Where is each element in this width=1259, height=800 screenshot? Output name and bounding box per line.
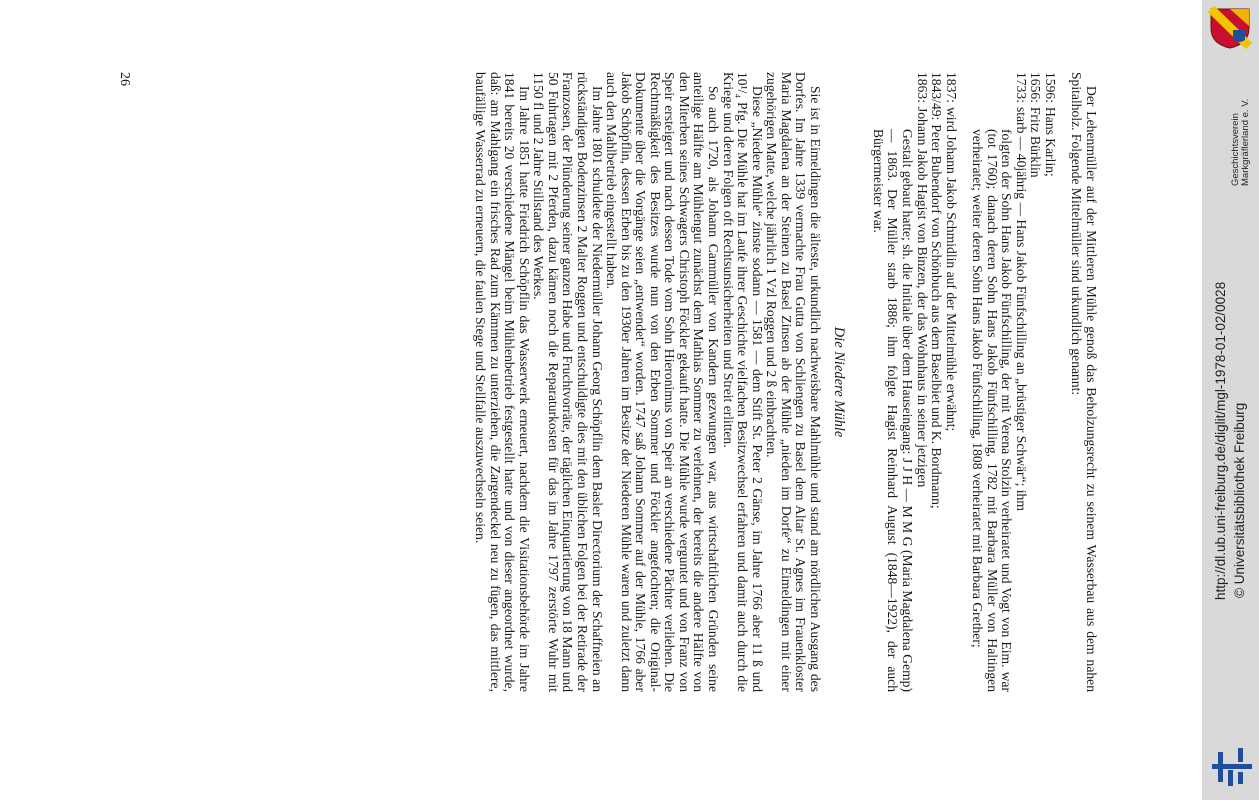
mill-owner-list-b — [870, 72, 957, 692]
mill-owner-list-a — [970, 72, 1057, 692]
list-item-year: 1843/49: — [929, 72, 945, 121]
list-item-continuation: Gestalt gebaut hatte; sh. die Initiale über dem Hauseingang: J J H — M M G (Maria Magdalena Gemp) — 1863. Der Müller starb 1886; ihm folgte Hagist Reinhard August (1848—1922), der auch Bürgermeister war. — [870, 128, 915, 692]
society-name-line2: Markgräflerland e. V. — [1240, 98, 1251, 186]
list-item-text — [1028, 107, 1043, 692]
list-item-text — [1042, 107, 1057, 692]
list-item — [1042, 72, 1057, 692]
list-item-year: 1656: — [1028, 72, 1044, 103]
body-paragraph: Sie ist in Eimeldingen die älteste, urkundlich nachweisbare Mahlmühle und stand am nördlichen Ausgang des Dorfes. Im Jahre 1339 vermachte Frau Gutta von Schliengen zu Basel dem Altar St. Agnes im Frauenkloster Maria Magdalena an der Steinen zu Basel Zinsen ab der Mühle „nieden im Dorfe“ zu Eimeldingen mit einer zugehörigen Matte, welche jährlich 1 Vzl Roggen und 2 ß einbrachten. — [764, 72, 823, 692]
list-item — [1028, 72, 1043, 692]
coat-of-arms-icon — [1207, 6, 1253, 50]
list-item-continuation: folgten der Sohn Hans Jakob Fünfschilling, der mit Verena Stolzin verheiratet und Vogt von Eim. war (tot 1760); danach deren Sohn Hans Jakob Fünfschilling, 1782 mit Barbara Müller von Haltingen verheiratet; weiter deren Sohn Hans Jakob Fünfschilling, 1808 verheiratet mit Barbara Grether; — [970, 128, 1015, 692]
list-item — [943, 72, 958, 692]
list-item-first-line: Peter Bubendorf von Schönbuch aus dem Baselbiet und K. Bordmann; — [929, 124, 945, 509]
list-item-year: 1733: — [1013, 72, 1029, 103]
list-item-text — [943, 107, 958, 692]
list-item-first-line: starb — 40jährig — Hans Jakob Fünfschilling an „brüstiger Schwär“; ihm — [1013, 106, 1029, 511]
list-item — [929, 72, 944, 692]
list-item-first-line: Johann Jakob Hagist von Binzen, der das Wohnhaus in seiner jetzigen — [914, 106, 930, 488]
list-item-text — [870, 107, 928, 692]
body-paragraph: Im Jahre 1801 schuldete der Niedermüller Johann Georg Schöpflin dem Basler Directorium der Schaffneien an rückständigen Bodenzinsen 2 Malter Roggen und entschuldigte dies mit den üblichen Folgen bei der Retirade der Franzosen, der Plünderung seiner ganzen Habe und Fruchtvorräte, der täglichen Einquartierung von 18 Mann und 50 Fuhrtagen mit 2 Pferden, dazu kämen noch die Reparaturkosten für das im Jahre 1797 zerstörte Wuhr mit 1150 fl und 2 Jahre Stillstand des Werkes. — [531, 72, 605, 692]
list-item-year: 1596: — [1042, 72, 1058, 103]
body-paragraph: Diese „Niedere Mühle“ zinste sodann — 1581 — dem Stift St. Peter 2 Gänse, im Jahre 1766 aber 11 ß und 10¹/₄ Pfg. Die Mühle hat im Laufe ihrer Geschichte vielfachen Besitzwechsel erfahren und damit auch durch die Kriege und deren Folgen oft Rechtsunsicherheiten und Streit erlitten. — [720, 72, 765, 692]
list-item-first-line: Hans Karlin; — [1042, 106, 1058, 177]
list-item-text — [970, 107, 1028, 692]
text-column — [473, 72, 1098, 692]
list-item-first-line: wird Johann Jakob Schmidlin auf der Mittelmühle erwähnt; — [943, 106, 959, 432]
intro-paragraph: Der Lehenmüller auf der Mittleren Mühle genoß das Beholzungsrecht zu seinem Wasserbau aus dem nahen Spitalholz. Folgende Mittelmüller sind urkundlich genannt: — [1069, 72, 1099, 692]
page-number: 26 — [117, 72, 132, 86]
university-library-logo-icon — [1208, 744, 1254, 790]
copyright-label: © Universitätsbibliothek Freiburg — [1232, 402, 1247, 598]
body-paragraph: Im Jahre 1851 hatte Friedrich Schöpflin das Wasserwerk erneuert, nachdem die Visitationsbehörde im Jahre 1841 bereits 20 verschiedene Mängel beim Mühlenbetrieb festgestellt hatte und von dieser angeordnet wurde, daß: am Mahlgang ein frisches Rad zum Kämmen zu unterziehen, die Zargendeckel neu zu fügen, das mittlere, baufällige Wasserrad zu erneuern, die faulen Stege und Stellfalle auszuwechseln seien. — [473, 72, 532, 692]
society-name-line1: Geschichtsverein — [1230, 113, 1241, 186]
list-item-year: 1837: — [943, 72, 959, 103]
source-url-link[interactable]: http://dl.ub.uni-freiburg.de/diglit/mgl-1978-01-02/0028 — [1213, 281, 1228, 600]
list-item-year: 1863: — [914, 72, 930, 103]
list-item-text — [929, 124, 944, 692]
list-item — [870, 72, 928, 692]
section-body — [473, 72, 822, 692]
list-item — [970, 72, 1028, 692]
section-title: Die Niedere Mühle — [831, 326, 848, 438]
body-paragraph: So auch 1720, als Johann Cammüller von Kandern gezwungen war, aus wirtschaftlichen Gründen seine anteilige Hälfte am Mühlengut zunächst dem Mathias Sommer zu verlehnen, der bereits die andere Hälfte von den Miterben seines Schwagers Christoph Föckler gekauft hatte. Die Mühle wurde verguntet und von Franz von Speir ersteigert und nach dessen Tode vom Sohn Hieronimus von Speir an verschiedene Pächter verliehen. Die Rechtmäßigkeit des Besitzes wurde nun von den Erben Sommer und Föckler angefochten; die Original-Dokumente über die Vorgänge seien „entwendet“ worden. 1747 saß Johann Sommer auf der Mühle, 1766 aber Jakob Schöpflin, dessen Erben bis zu den 1930er Jahren im Besitze der Niederen Mühle waren und zuletzt dann auch den Mahlbetrieb eingestellt haben. — [604, 72, 721, 692]
list-item-first-line: Fritz Bürklin — [1028, 106, 1044, 178]
